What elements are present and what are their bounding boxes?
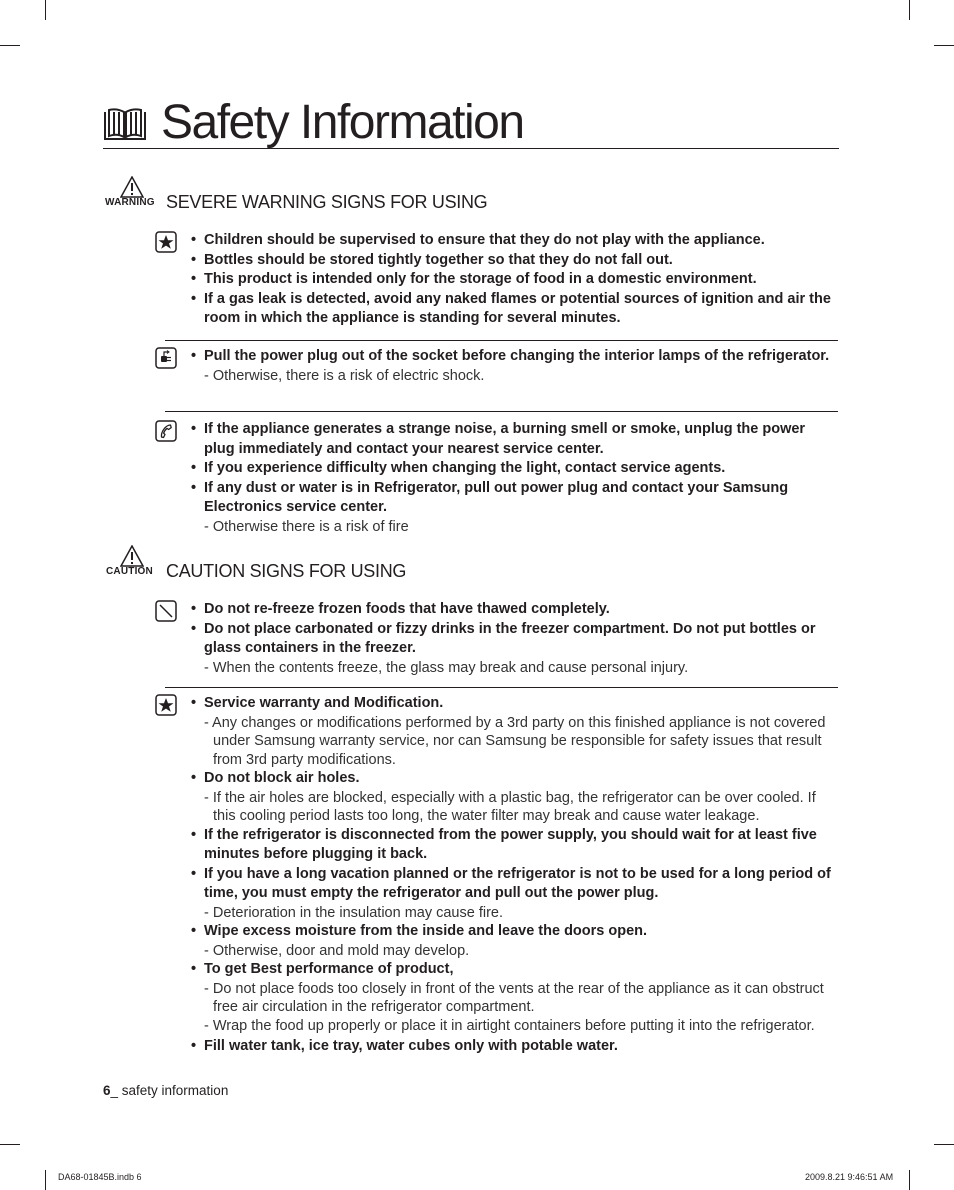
list-note: - Do not place foods too closely in front of the vents at the rear of the appliance as it can obstruct free air circulation in the refrigerator compartment. bbox=[204, 980, 824, 1015]
book-icon bbox=[103, 108, 147, 142]
list-note: - Otherwise, there is a risk of electric shock. bbox=[204, 367, 485, 384]
crop-mark bbox=[934, 45, 954, 46]
list-item: • Fill water tank, ice tray, water cubes only with potable water. bbox=[191, 1037, 836, 1057]
page-header bbox=[103, 98, 839, 149]
phone-icon bbox=[155, 420, 177, 442]
list-item: • Pull the power plug out of the socket before changing the interior lamps of the refrigerator. - Otherwise, there is a risk of electric shock. bbox=[191, 347, 836, 385]
list-note: - When the contents freeze, the glass may break and cause personal injury. bbox=[204, 659, 689, 676]
warning-heading: SEVERE WARNING SIGNS FOR USING bbox=[166, 192, 488, 212]
prohibited-icon bbox=[155, 600, 177, 622]
crop-mark bbox=[909, 0, 910, 20]
caution-heading: CAUTION SIGNS FOR USING bbox=[166, 561, 407, 581]
list-note: - If the air holes are blocked, especially with a plastic bag, the refrigerator can be over cooled. If this cooling period lasts too long, the water filter may break and cause water leakage. bbox=[204, 789, 816, 824]
print-slug-date: 2009.8.21 9:46:51 AM bbox=[805, 1172, 894, 1182]
list-item: • If you experience difficulty when changing the light, contact service agents. bbox=[191, 459, 836, 479]
divider bbox=[165, 340, 838, 341]
star-icon bbox=[155, 231, 177, 253]
warning-triangle-icon bbox=[120, 176, 144, 198]
unplug-icon bbox=[155, 347, 177, 369]
list-item: • Do not re-freeze frozen foods that have thawed completely. bbox=[191, 600, 836, 620]
list-item: • Children should be supervised to ensure that they do not play with the appliance. bbox=[191, 231, 836, 251]
list-note: - Any changes or modifications performed by a 3rd party on this finished appliance is not covered under Samsung warranty service, nor can Samsung be responsible for safety issues that result from 3rd party modifications. bbox=[204, 714, 826, 768]
list-item: • If a gas leak is detected, avoid any naked flames or potential sources of ignition and air the room in which the appliance is standing for several minutes. bbox=[191, 290, 836, 329]
print-slug-file: DA68-01845B.indb 6 bbox=[58, 1172, 142, 1182]
star-icon bbox=[155, 694, 177, 716]
list-item: • If the refrigerator is disconnected from the power supply, you should wait for at least five minutes before plugging it back. bbox=[191, 826, 836, 865]
crop-mark bbox=[934, 1144, 954, 1145]
list-item: • If you have a long vacation planned or the refrigerator is not to be used for a long period of time, you must empty the refrigerator and pull out the power plug. - Deterioration in the insulation may cause fire. bbox=[191, 865, 836, 923]
crop-mark bbox=[45, 1170, 46, 1190]
list-item: • If the appliance generates a strange noise, a burning smell or smoke, unplug the power plug immediately and contact your nearest service center. bbox=[191, 420, 836, 459]
list-note: - Otherwise there is a risk of fire bbox=[204, 518, 409, 535]
page-number: 6 bbox=[103, 1083, 111, 1098]
list-note: - Wrap the food up properly or place it in airtight containers before putting it into the refrigerator. bbox=[204, 1017, 815, 1034]
page-title: Safety Information bbox=[161, 96, 524, 149]
list-item: • To get Best performance of product, - Do not place foods too closely in front of the vents at the rear of the appliance as it can obstruct free air circulation in the refrigerator compartment. - Wrap the food up properly or place it in airtight containers before putting it into the refrigerator. bbox=[191, 960, 836, 1035]
list-item: • Service warranty and Modification. - Any changes or modifications performed by a 3rd party on this finished appliance is not covered under Samsung warranty service, nor can Samsung be responsible for safety issues that result from 3rd party modifications. bbox=[191, 694, 836, 769]
crop-mark bbox=[0, 45, 20, 46]
crop-mark bbox=[45, 0, 46, 20]
footer-label: _ safety information bbox=[110, 1083, 229, 1098]
caution-triangle-icon bbox=[120, 545, 144, 567]
caution-badge: CAUTION bbox=[106, 566, 153, 577]
list-item: • This product is intended only for the storage of food in a domestic environment. bbox=[191, 270, 836, 290]
page-footer bbox=[103, 1083, 228, 1098]
list-item: • Do not block air holes. - If the air holes are blocked, especially with a plastic bag, the refrigerator can be over cooled. If this cooling period lasts too long, the water filter may break and cause water leakage. bbox=[191, 769, 836, 826]
list-item: • Do not place carbonated or fizzy drinks in the freezer compartment. Do not put bottles or glass containers in the freezer. - When the contents freeze, the glass may break and cause personal injury. bbox=[191, 620, 836, 678]
list-note: - Deterioration in the insulation may cause fire. bbox=[204, 904, 504, 921]
divider bbox=[165, 687, 838, 688]
warning-sign bbox=[103, 176, 163, 216]
caution-sign bbox=[103, 545, 163, 585]
list-item: • Bottles should be stored tightly together so that they do not fall out. bbox=[191, 251, 836, 271]
crop-mark bbox=[909, 1170, 910, 1190]
list-item: • If any dust or water is in Refrigerator, pull out power plug and contact your Samsung Electronics service center. - Otherwise there is a risk of fire bbox=[191, 479, 836, 537]
list-note: - Otherwise, door and mold may develop. bbox=[204, 942, 470, 959]
list-item: • Wipe excess moisture from the inside and leave the doors open. - Otherwise, door and mold may develop. bbox=[191, 922, 836, 960]
crop-mark bbox=[0, 1144, 20, 1145]
warning-badge: WARNING bbox=[105, 197, 155, 208]
divider bbox=[165, 411, 838, 412]
